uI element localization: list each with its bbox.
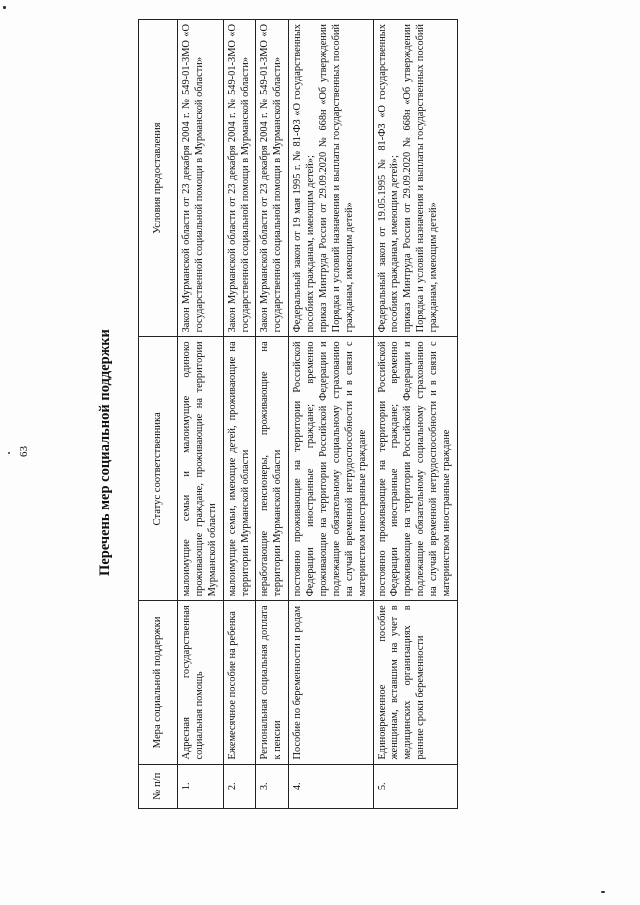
row-status: постоянно проживающие на территории Российской Федерации иностранные граждане; временно проживающие на территории Российской Федерации и подлежащие обязательному социальному страхованию на случай временной нетрудоспособности и в связи с материнством иностранные граждане xyxy=(373,337,457,601)
row-measure: Пособие по беременности и родам xyxy=(289,601,373,764)
condition-text: Закон Мурманской области от 23 декабря 2004 г. № 549-01-ЗМО «О государственной социальной помощи в Мурманской области» xyxy=(181,24,205,333)
table-row xyxy=(289,20,373,809)
table-row xyxy=(256,20,289,809)
table-row xyxy=(178,20,224,809)
row-measure: Адресная государственная социальная помощь xyxy=(178,601,224,764)
row-conditions xyxy=(223,20,256,337)
row-status: малоимущие семьи и малоимущие одиноко проживающие граждане, проживающие на территории Мурманской области xyxy=(178,337,224,601)
condition-text: приказ Минтруда России от 29.09.2020 № 668н «Об утверждении Порядка и условий назначения и выплаты государственных пособий гражданам, имеющим детей» xyxy=(318,24,355,333)
table-row xyxy=(223,20,256,809)
row-conditions xyxy=(373,20,457,337)
row-number: 4. xyxy=(289,764,373,808)
condition-text: Федеральный закон от 19.05.1995 № 81-ФЗ «О государственных пособиях гражданам, имеющим детей»; xyxy=(376,24,401,333)
row-conditions xyxy=(256,20,289,337)
header-measure: Мера социальной поддержки xyxy=(139,601,178,764)
row-measure: Региональная социальная доплата к пенсии xyxy=(256,601,289,764)
row-number: 5. xyxy=(373,764,457,808)
row-measure: Единовременное пособие женщинам, вставшим на учет в медицинских организациях в ранние сроки беременности xyxy=(373,601,457,764)
support-measures-table xyxy=(138,19,458,809)
row-number: 1. xyxy=(178,764,224,808)
condition-text: Закон Мурманской области от 23 декабря 2004 г. № 549-01-ЗМО «О государственной социальной помощи в Мурманской области» xyxy=(259,24,284,333)
header-conditions: Условия предоставления xyxy=(139,20,178,337)
row-conditions xyxy=(289,20,373,337)
row-number: 3. xyxy=(256,764,289,808)
table-header-row xyxy=(139,20,178,809)
header-number: № п/п xyxy=(139,764,178,808)
document-title: Перечень мер социальной поддержки xyxy=(97,329,113,576)
page-number: 63 xyxy=(18,446,30,457)
row-measure: Ежемесячное пособие на ребенка xyxy=(223,601,256,764)
table-row xyxy=(373,20,457,809)
header-status: Статус соответственника xyxy=(139,337,178,601)
condition-text: Закон Мурманской области от 23 декабря 2004 г. № 549-01-ЗМО «О государственной социальной помощи в Мурманской области» xyxy=(226,24,251,333)
row-number: 2. xyxy=(223,764,256,808)
row-status: малоимущие семьи, имеющие детей, проживающие на территории Мурманской области xyxy=(223,337,256,601)
row-status: постоянно проживающие на территории Российской Федерации иностранные граждане; временно проживающие на территории Российской Федерации и подлежащие обязательному социальному страхованию на случай временной нетрудоспособности и в связи с материнством иностранные граждане xyxy=(289,337,373,601)
condition-text: приказ Минтруда России от 29.09.2020 № 668н «Об утверждении Порядка и условий назначения и выплаты государственных пособий гражданам, имеющим детей» xyxy=(402,24,440,333)
condition-text: Федеральный закон от 19 мая 1995 г. № 81-ФЗ «О государственных пособиях гражданам, имеющим детей»; xyxy=(292,24,317,333)
row-conditions xyxy=(178,20,224,337)
row-status: неработающие пенсионеры, проживающие на территории Мурманской области xyxy=(256,337,289,601)
